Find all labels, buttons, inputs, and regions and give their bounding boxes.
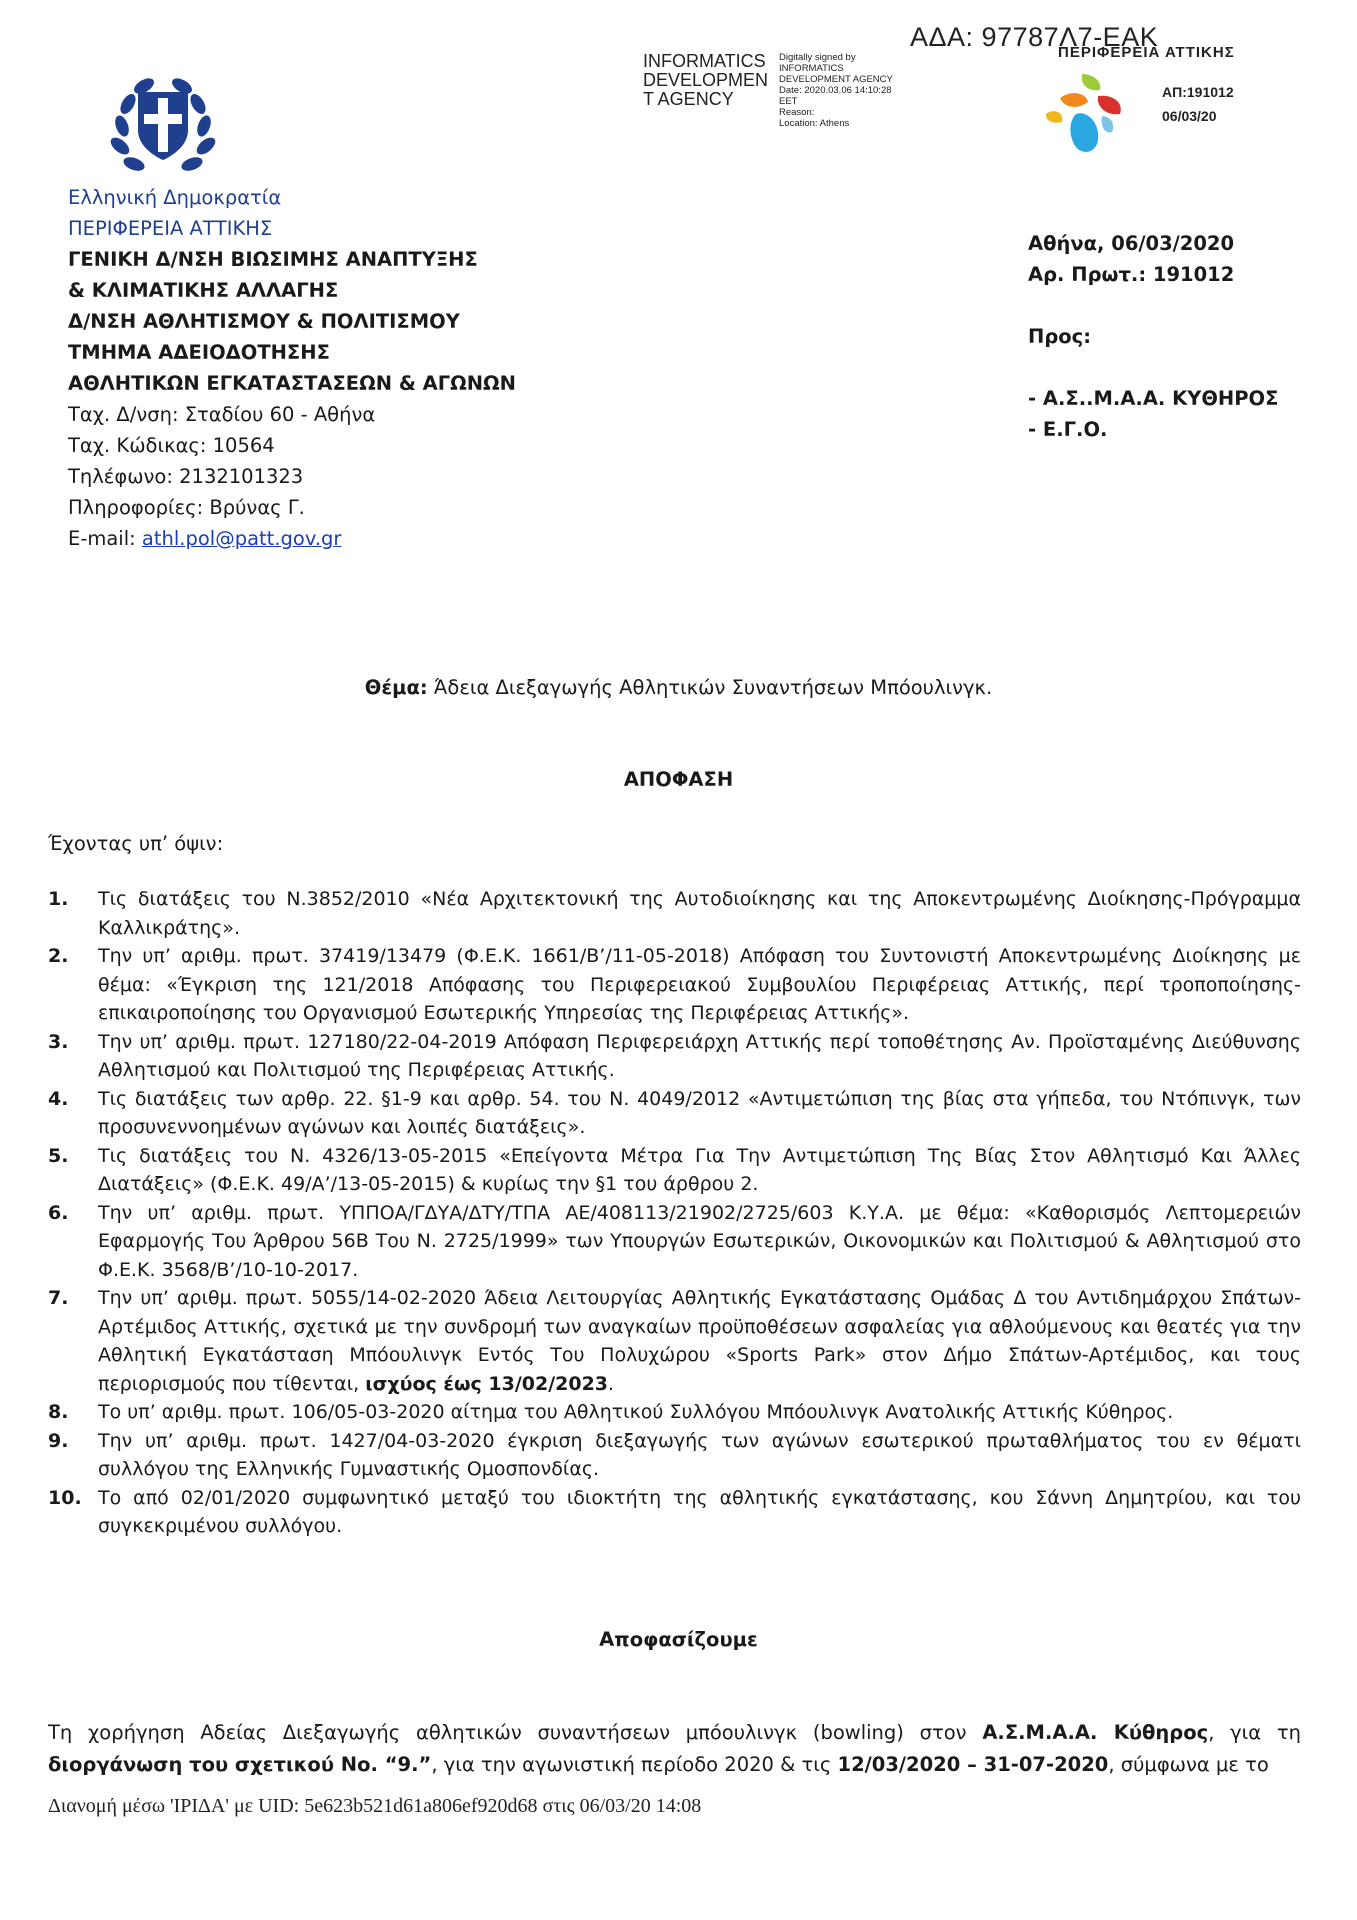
document-info bbox=[1028, 228, 1278, 445]
subject-label: Θέμα: bbox=[364, 676, 428, 699]
sender-postcode: Ταχ. Κώδικας: 10564 bbox=[68, 434, 275, 457]
list-item: 2. Την υπ’ αριθμ. πρωτ. 37419/13479 (Φ.Ε.Κ. 1661/Β’/11-05-2018) Απόφαση του Συντονιστή Αποκεντρωμένης Διοίκησης με θέμα: «Έγκριση της 121/2018 Απόφασης του Περιφερειακού Συμβουλίου Περιφέρειας Αττικής, περί τροποποίησης-επικαιροποίησης του Οργανισμού Εσωτερικής Υπηρεσίας της Περιφέρειας Αττικής». bbox=[48, 945, 1301, 1024]
sender-general-directorate: ΓΕΝΙΚΗ Δ/ΝΣΗ ΒΙΩΣΙΜΗΣ ΑΝΑΠΤΥΞΗΣ bbox=[68, 248, 478, 271]
stamp-protocol: ΑΠ:191012 bbox=[1162, 84, 1234, 100]
region-logo-icon bbox=[1040, 70, 1150, 160]
list-item: 8. Το υπ’ αριθμ. πρωτ. 106/05-03-2020 αίτημα του Αθλητικού Συλλόγου Μπόουλινγκ Ανατολικής Αττικής Κύθηρος. bbox=[48, 1401, 1174, 1423]
distribution-footer: Διανομή μέσω 'ΙΡΙΔΑ' με UID: 5e623b521d61a806ef920d68 στις 06/03/20 14:08 bbox=[48, 1795, 702, 1817]
validity-date: ισχύος έως 13/02/2023 bbox=[365, 1372, 609, 1395]
list-item: 9. Την υπ’ αριθμ. πρωτ. 1427/04-03-2020 έγκριση διεξαγωγής των αγώνων εσωτερικού πρωταθλήματος του εν θέματι συλλόγου της Ελληνικής Γυμναστικής Ομοσπονδίας. bbox=[48, 1429, 1301, 1480]
sender-phone: Τηλέφωνο: 2132101323 bbox=[68, 465, 304, 488]
email-link[interactable]: athl.pol@patt.gov.gr bbox=[141, 527, 342, 550]
list-item: 1. Τις διατάξεις του Ν.3852/2010 «Νέα Αρχιτεκτονική της Αυτοδιοίκησης και της Αποκεντρωμένης Διοίκησης-Πρόγραμμα Καλλικράτης». bbox=[48, 888, 1301, 939]
sender-department-cont: ΑΘΛΗΤΙΚΩΝ ΕΓΚΑΤΑΣΤΑΣΕΩΝ & ΑΓΩΝΩΝ bbox=[68, 372, 516, 395]
signature-details: Digitally signed by INFORMATICS DEVELOPMENT AGENCY Date: 2020.03.06 14:10:28 EET Reason: Location: Athens bbox=[779, 52, 893, 129]
document-date: Αθήνα, 06/03/2020 bbox=[1028, 232, 1235, 255]
subject-line bbox=[0, 676, 1357, 699]
list-item: 10. Το από 02/01/2020 συμφωνητικό μεταξύ του ιδιοκτήτη της αθλητικής εγκατάστασης, κου Σάννη Δημητρίου, και του συγκεκριμένου συλλόγου. bbox=[48, 1486, 1301, 1537]
stamp-title: ΠΕΡΙΦΕΡΕΙΑ ΑΤΤΙΚΗΣ bbox=[1058, 44, 1235, 61]
sender-directorate: Δ/ΝΣΗ ΑΘΛΗΤΙΣΜΟΥ & ΠΟΛΙΤΙΣΜΟΥ bbox=[68, 310, 460, 333]
intro-text: Έχοντας υπ’ όψιν: bbox=[48, 832, 224, 855]
sender-email-line: E-mail: athl.pol@patt.gov.gr bbox=[68, 527, 342, 550]
decision-paragraph: Τη χορήγηση Αδείας Διεξαγωγής αθλητικών συναντήσεων μπόουλινγκ (bowling) στον Α.Σ.Μ.Α.Α. Κύθηρος, για τη διοργάνωση του σχετικού Νο. “9.”, για την αγωνιστική περίοδο 2020 & τις 12/03/2020 – 31-07-2020, σύμφωνα με το bbox=[48, 1721, 1301, 1776]
recipient-2: - Ε.Γ.Ο. bbox=[1028, 418, 1108, 441]
considerations-list bbox=[48, 885, 1301, 1541]
region-stamp bbox=[1040, 40, 1280, 160]
list-item: 4. Τις διατάξεις των αρθρ. 22. §1-9 και αρθρ. 54. του Ν. 4049/2012 «Αντιμετώπιση της βίας στα γήπεδα, του Ντόπινγκ, των προσυνεννοημένων αγώνων και λοιπές διατάξεις». bbox=[48, 1087, 1301, 1138]
ada-number: ΑΔΑ: 97787Λ7-ΕΑΚ bbox=[910, 22, 1159, 52]
sender-country: Ελληνική Δημοκρατία bbox=[68, 186, 282, 209]
sender-department: ΤΜΗΜΑ ΑΔΕΙΟΔΟΤΗΣΗΣ bbox=[68, 341, 330, 364]
decision-title: ΑΠΟΦΑΣΗ bbox=[623, 768, 734, 791]
subject-text: Άδεια Διεξαγωγής Αθλητικών Συναντήσεων Μπόουλινγκ. bbox=[427, 676, 993, 699]
sender-general-directorate-cont: & ΚΛΙΜΑΤΙΚΗΣ ΑΛΛΑΓΗΣ bbox=[68, 279, 339, 302]
stamp-date: 06/03/20 bbox=[1162, 108, 1217, 124]
resolve-title: Αποφασίζουμε bbox=[599, 1628, 758, 1651]
protocol-number: Αρ. Πρωτ.: 191012 bbox=[1028, 263, 1235, 286]
sender-region: ΠΕΡΙΦΕΡΕΙΑ ΑΤΤΙΚΗΣ bbox=[68, 217, 273, 240]
digital-signature bbox=[643, 52, 943, 132]
sender-info: Πληροφορίες: Βρύνας Γ. bbox=[68, 496, 305, 519]
list-item: 3. Την υπ’ αριθμ. πρωτ. 127180/22-04-2019 Απόφαση Περιφερειάρχη Αττικής περί τοποθέτησης Αν. Προϊσταμένης Διεύθυνσης Αθλητισμού και Πολιτισμού της Περιφέρειας Αττικής. bbox=[48, 1030, 1301, 1081]
list-item: 5. Τις διατάξεις του Ν. 4326/13-05-2015 «Επείγοντα Μέτρα Για Την Αντιμετώπιση Της Βίας Στον Αθλητισμό Και Άλλες Διατάξεις» (Φ.Ε.Κ. 49/Α’/13-05-2015) & κυρίως την §1 του άρθρου 2. bbox=[48, 1144, 1301, 1195]
sender-block bbox=[68, 182, 516, 554]
list-item: 7. Την υπ’ αριθμ. πρωτ. 5055/14-02-2020 Άδεια Λειτουργίας Αθλητικής Εγκατάστασης Ομάδας Δ του Αντιδημάρχου Σπάτων-Αρτέμιδος Αττικής, σχετικά με την συνδρομή των αναγκαίων προϋποθέσεων ασφαλείας για αθλούμενους και θεατές για την Αθλητική Εγκατάσταση Μπόουλινγκ Εντός Του Πολυχώρου «Sports Park» στον Δήμο Σπάτων-Αρτέμιδος, και τους περιορισμούς που τίθενται, ισχύος έως 13/02/2023. bbox=[48, 1287, 1301, 1395]
list-item: 6. Την υπ’ αριθμ. πρωτ. ΥΠΠΟΑ/ΓΔΥΑ/ΔΤΥ/ΤΠΑ ΑΕ/408113/21902/2725/603 Κ.Υ.Α. με θέμα: «Καθορισμός Λεπτομερειών Εφαρμογής Του Άρθρου 56Β Του Ν. 2725/1999» των Υπουργών Εσωτερικών, Οικονομικών και Πολιτισμού & Αθλητισμού στο Φ.Ε.Κ. 3568/Β’/10-10-2017. bbox=[48, 1201, 1301, 1281]
recipients-label: Προς: bbox=[1028, 325, 1092, 348]
signature-org: INFORMATICS DEVELOPMEN T AGENCY bbox=[643, 51, 769, 109]
recipient-1: - Α.Σ..Μ.Α.Α. ΚΥΘΗΡΟΣ bbox=[1028, 387, 1279, 410]
sender-address: Ταχ. Δ/νση: Σταδίου 60 - Αθήνα bbox=[68, 403, 376, 426]
hellenic-emblem-icon bbox=[108, 68, 218, 178]
